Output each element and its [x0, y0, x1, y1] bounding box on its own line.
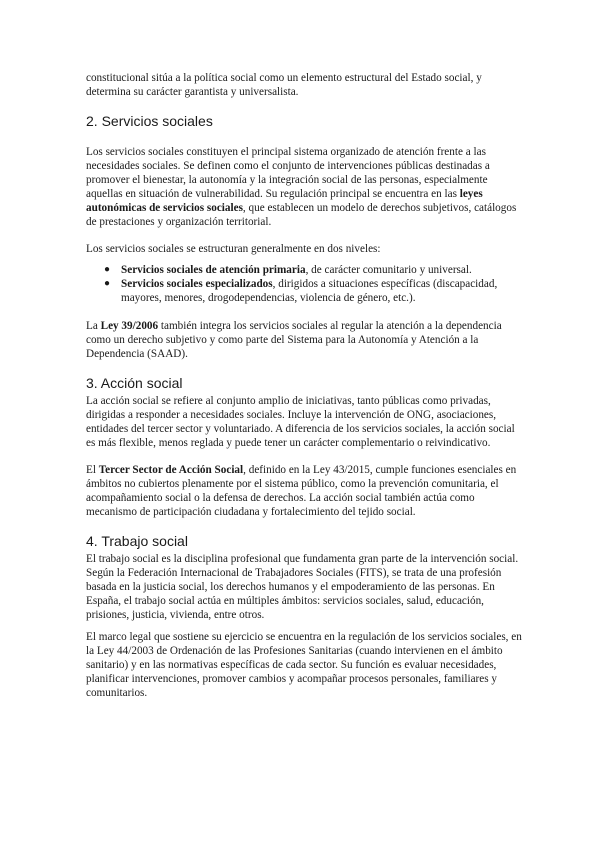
- bullet-icon: ●: [104, 278, 111, 289]
- bold-term: Tercer Sector de Acción Social: [98, 464, 244, 476]
- section-heading-accion-social: 3. Acción social: [86, 375, 183, 391]
- bold-term: Servicios sociales de atención primaria: [121, 264, 306, 276]
- paragraph-text: Los servicios sociales constituyen el principal sistema organizado de atención frente a las necesidades sociales. Se definen como el conjunto de intervenciones públicas destinadas a promover el bienestar, la autonomía y la integración social de las personas, especialmente aquellas en situación de vulnerabilidad. Su regulación principal se encuentra en las: [86, 146, 490, 200]
- section-heading-trabajo-social: 4. Trabajo social: [86, 533, 188, 549]
- paragraph-text: La: [86, 320, 101, 332]
- list-item: [86, 263, 526, 277]
- tercer-sector-paragraph: [86, 463, 526, 519]
- ley-39-2006-paragraph: [86, 319, 526, 361]
- paragraph-text: El: [86, 464, 99, 476]
- bold-term: Ley 39/2006: [100, 320, 159, 332]
- marco-legal-paragraph: El marco legal que sostiene su ejercicio se encuentra en la regulación de los servicios sociales, en la Ley 44/2003 de Ordenación de las Profesiones Sanitarias (cuando intervienen en el ámbito sanitario) y en las normativas específicas de cada sector. Su función es evaluar necesidades, planificar intervenciones, promover cambios y acompañar procesos personales, familiares y comunitarios.: [86, 631, 522, 699]
- paragraph-text: , que establecen un modelo de derechos subjetivos, catálogos de prestaciones y organización territorial.: [86, 202, 517, 228]
- servicios-sociales-paragraph: [86, 145, 526, 229]
- niveles-paragraph: Los servicios sociales se estructuran generalmente en dos niveles:: [86, 243, 381, 255]
- trabajo-social-paragraph: El trabajo social es la disciplina profesional que fundamenta gran parte de la intervención social. Según la Federación Internacional de Trabajadores Sociales (FITS), se trata de una profesión basada en la justicia social, los derechos humanos y el empoderamiento de las personas. En España, el trabajo social actúa en múltiples ámbitos: servicios sociales, salud, educación, prisiones, justicia, vivienda, entre otros.: [86, 553, 519, 621]
- list-item: [86, 277, 526, 305]
- niveles-list: [86, 263, 526, 305]
- paragraph-text: , definido en la Ley 43/2015, cumple funciones esenciales en ámbitos no cubiertos plenamente por el sistema público, como la prevención comunitaria, el acompañamiento social o la defensa de derechos. La acción social también actúa como mecanismo de participación ciudadana y fortalecimiento del tejido social.: [86, 464, 517, 518]
- document-body: [86, 71, 526, 700]
- section-heading-servicios-sociales: 2. Servicios sociales: [86, 113, 213, 129]
- bold-term: leyes autonómicas de servicios sociales: [86, 188, 483, 214]
- list-item-text: , de carácter comunitario y universal.: [305, 264, 472, 276]
- accion-social-paragraph: La acción social se refiere al conjunto amplio de iniciativas, tanto públicas como privadas, dirigidas a responder a necesidades sociales. Incluye la intervención de ONG, asociaciones, entidades del tercer sector y voluntariado. A diferencia de los servicios sociales, la acción social es más flexible, menos reglada y puede tener un carácter complementario o reivindicativo.: [86, 395, 515, 449]
- bold-term: Servicios sociales especializados: [121, 278, 273, 290]
- list-item-text: , dirigidos a situaciones específicas (discapacidad, mayores, menores, drogodependencias, violencia de género, etc.).: [121, 278, 498, 304]
- bullet-icon: ●: [104, 264, 111, 275]
- paragraph-text: también integra los servicios sociales al regular la atención a la dependencia como un derecho subjetivo y como parte del Sistema para la Autonomía y Atención a la Dependencia (SAAD).: [86, 320, 502, 360]
- intro-paragraph: constitucional sitúa a la política social como un elemento estructural del Estado social, y determina su carácter garantista y universalista.: [86, 72, 482, 98]
